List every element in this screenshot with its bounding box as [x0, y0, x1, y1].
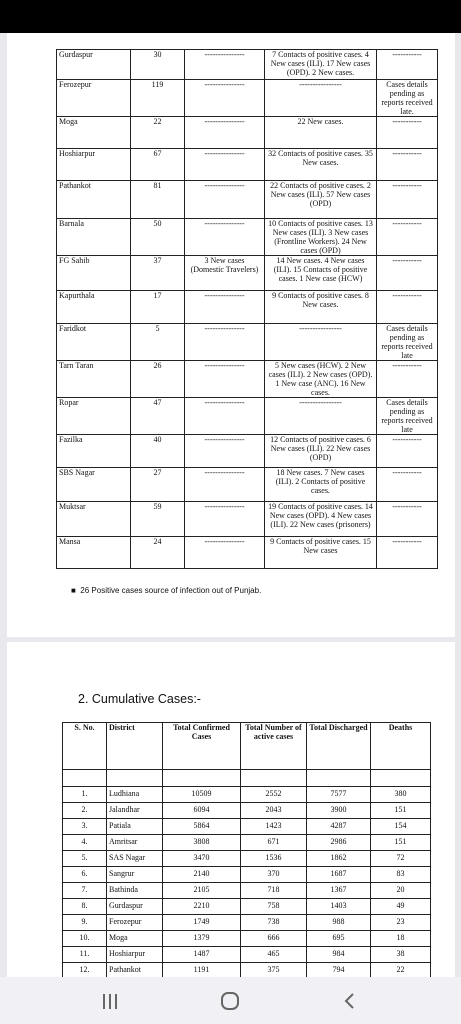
remarks-cell: Cases details pending as reports received late. [377, 80, 438, 117]
source-cell: --------------- [185, 324, 265, 361]
sno-cell: 3. [63, 819, 107, 835]
count-cell: 37 [131, 256, 185, 291]
remarks-cell: ----------- [377, 256, 438, 291]
district-cell: Faridkot [57, 324, 131, 361]
table-row [57, 117, 438, 149]
sno-cell: 6. [63, 867, 107, 883]
table-row [57, 149, 438, 181]
empty-cell [107, 770, 163, 787]
active-cell: 1423 [241, 819, 307, 835]
remarks-cell: ----------- [377, 291, 438, 324]
sno-cell: 4. [63, 835, 107, 851]
table-header-row [63, 723, 431, 770]
table-spacer-row [63, 770, 431, 787]
header-discharged: Total Discharged [307, 723, 371, 770]
confirmed-cell: 2105 [163, 883, 241, 899]
discharged-cell: 988 [307, 915, 371, 931]
table-row [63, 787, 431, 803]
discharged-cell: 794 [307, 963, 371, 979]
confirmed-cell: 2210 [163, 899, 241, 915]
remarks-cell: ----------- [377, 219, 438, 256]
district-cell: Fazilka [57, 435, 131, 468]
navigation-bar [0, 977, 461, 1024]
source-cell: --------------- [185, 291, 265, 324]
details-cell: ---------------- [265, 324, 377, 361]
active-cell: 718 [241, 883, 307, 899]
deaths-cell: 38 [371, 947, 431, 963]
source-cell: --------------- [185, 435, 265, 468]
cumulative-cases-table [62, 722, 431, 995]
table-row [63, 819, 431, 835]
confirmed-cell: 2140 [163, 867, 241, 883]
source-cell: --------------- [185, 80, 265, 117]
details-cell: 22 New cases. [265, 117, 377, 149]
deaths-cell: 23 [371, 915, 431, 931]
discharged-cell: 1862 [307, 851, 371, 867]
confirmed-cell: 10509 [163, 787, 241, 803]
sno-cell: 11. [63, 947, 107, 963]
sno-cell: 10. [63, 931, 107, 947]
remarks-cell: Cases details pending as reports received late [377, 398, 438, 435]
table-row [63, 947, 431, 963]
source-cell: --------------- [185, 181, 265, 219]
source-cell: --------------- [185, 537, 265, 569]
district-cell: Tarn Taran [57, 361, 131, 398]
district-cell: Patiala [107, 819, 163, 835]
district-cell: Ludhiana [107, 787, 163, 803]
district-cell: Sangrur [107, 867, 163, 883]
active-cell: 671 [241, 835, 307, 851]
status-bar [0, 0, 461, 33]
table-row [57, 291, 438, 324]
confirmed-cell: 3470 [163, 851, 241, 867]
sno-cell: 8. [63, 899, 107, 915]
header-district: District [107, 723, 163, 770]
confirmed-cell: 3808 [163, 835, 241, 851]
discharged-cell: 1403 [307, 899, 371, 915]
source-cell: --------------- [185, 502, 265, 537]
active-cell: 738 [241, 915, 307, 931]
active-cell: 465 [241, 947, 307, 963]
active-cell: 370 [241, 867, 307, 883]
footnote-text: 26 Positive cases source of infection out of Punjab. [80, 586, 262, 595]
table-row [57, 502, 438, 537]
count-cell: 22 [131, 117, 185, 149]
count-cell: 30 [131, 50, 185, 80]
source-cell: 3 New cases (Domestic Travelers) [185, 256, 265, 291]
details-cell: 12 Contacts of positive cases. 6 New cases (ILI). 22 New cases (OPD) [265, 435, 377, 468]
empty-cell [63, 770, 107, 787]
sno-cell: 2. [63, 803, 107, 819]
count-cell: 17 [131, 291, 185, 324]
district-cell: Muktsar [57, 502, 131, 537]
details-cell: 9 Contacts of positive cases. 8 New cases. [265, 291, 377, 324]
remarks-cell: ----------- [377, 435, 438, 468]
home-icon [219, 990, 241, 1012]
header-confirmed: Total Confirmed Cases [163, 723, 241, 770]
confirmed-cell: 1379 [163, 931, 241, 947]
district-cell: Barnala [57, 219, 131, 256]
back-icon [340, 991, 360, 1011]
confirmed-cell: 6094 [163, 803, 241, 819]
discharged-cell: 695 [307, 931, 371, 947]
deaths-cell: 18 [371, 931, 431, 947]
details-cell: 18 New cases. 7 New cases (ILI). 2 Contacts of positive cases. [265, 468, 377, 502]
discharged-cell: 1367 [307, 883, 371, 899]
table-row [57, 361, 438, 398]
district-cell: Bathinda [107, 883, 163, 899]
recent-apps-icon [100, 991, 120, 1011]
deaths-cell: 151 [371, 835, 431, 851]
count-cell: 27 [131, 468, 185, 502]
sno-cell: 7. [63, 883, 107, 899]
table-row [57, 324, 438, 361]
details-cell: 14 New cases. 4 New cases (ILI). 15 Contacts of positive cases. 1 New case (HCW) [265, 256, 377, 291]
district-cell: Jalandhar [107, 803, 163, 819]
details-cell: ---------------- [265, 80, 377, 117]
active-cell: 666 [241, 931, 307, 947]
deaths-cell: 154 [371, 819, 431, 835]
back-button[interactable] [320, 977, 380, 1024]
count-cell: 119 [131, 80, 185, 117]
table-row [63, 899, 431, 915]
section-heading: 2. Cumulative Cases:- [78, 692, 201, 706]
table-row [63, 803, 431, 819]
count-cell: 40 [131, 435, 185, 468]
deaths-cell: 151 [371, 803, 431, 819]
footnote [71, 586, 261, 595]
discharged-cell: 984 [307, 947, 371, 963]
district-cell: Pathankot [107, 963, 163, 979]
table-row [57, 468, 438, 502]
details-cell: 19 Contacts of positive cases. 14 New cases (OPD). 4 New cases (ILI). 22 New cases (prisoners) [265, 502, 377, 537]
empty-cell [241, 770, 307, 787]
confirmed-cell: 1191 [163, 963, 241, 979]
table-row [57, 50, 438, 80]
table-row [63, 931, 431, 947]
daily-cases-table [56, 49, 438, 569]
recent-apps-button[interactable] [80, 977, 140, 1024]
district-cell: Ferozepur [107, 915, 163, 931]
source-cell: --------------- [185, 50, 265, 80]
remarks-cell: ----------- [377, 537, 438, 569]
district-cell: Kapurthala [57, 291, 131, 324]
count-cell: 50 [131, 219, 185, 256]
count-cell: 5 [131, 324, 185, 361]
source-cell: --------------- [185, 149, 265, 181]
discharged-cell: 1687 [307, 867, 371, 883]
header-sno: S. No. [63, 723, 107, 770]
details-cell: ---------------- [265, 398, 377, 435]
table-row [63, 883, 431, 899]
sno-cell: 1. [63, 787, 107, 803]
sno-cell: 5. [63, 851, 107, 867]
count-cell: 67 [131, 149, 185, 181]
remarks-cell: ----------- [377, 502, 438, 537]
district-cell: Ropar [57, 398, 131, 435]
remarks-cell: ----------- [377, 468, 438, 502]
discharged-cell: 4287 [307, 819, 371, 835]
table-row [57, 219, 438, 256]
confirmed-cell: 5864 [163, 819, 241, 835]
active-cell: 2552 [241, 787, 307, 803]
source-cell: --------------- [185, 117, 265, 149]
active-cell: 758 [241, 899, 307, 915]
deaths-cell: 72 [371, 851, 431, 867]
details-cell: 10 Contacts of positive cases. 13 New cases (ILI). 3 New cases (Frontline Workers). 24 New cases (OPD) [265, 219, 377, 256]
district-cell: FG Sahib [57, 256, 131, 291]
district-cell: SBS Nagar [57, 468, 131, 502]
remarks-cell: ----------- [377, 117, 438, 149]
source-cell: --------------- [185, 361, 265, 398]
remarks-cell: Cases details pending as reports received late [377, 324, 438, 361]
district-cell: Hoshiarpur [107, 947, 163, 963]
sno-cell: 12. [63, 963, 107, 979]
empty-cell [371, 770, 431, 787]
confirmed-cell: 1749 [163, 915, 241, 931]
home-button[interactable] [200, 977, 260, 1024]
table-row [63, 867, 431, 883]
discharged-cell: 7577 [307, 787, 371, 803]
table-row [63, 851, 431, 867]
district-cell: SAS Nagar [107, 851, 163, 867]
district-cell: Gurdaspur [57, 50, 131, 80]
district-cell: Ferozepur [57, 80, 131, 117]
bullet-icon: ■ [71, 586, 76, 595]
active-cell: 2043 [241, 803, 307, 819]
count-cell: 26 [131, 361, 185, 398]
table-row [57, 80, 438, 117]
details-cell: 7 Contacts of positive cases. 4 New cases (ILI). 17 New cases (OPD). 2 New cases. [265, 50, 377, 80]
table-row [57, 256, 438, 291]
active-cell: 375 [241, 963, 307, 979]
document-page-2 [7, 642, 455, 977]
remarks-cell: ----------- [377, 149, 438, 181]
table-row [63, 835, 431, 851]
discharged-cell: 2986 [307, 835, 371, 851]
remarks-cell: ----------- [377, 361, 438, 398]
details-cell: 9 Contacts of positive cases. 15 New cases [265, 537, 377, 569]
count-cell: 81 [131, 181, 185, 219]
confirmed-cell: 1487 [163, 947, 241, 963]
sno-cell: 9. [63, 915, 107, 931]
table-row [57, 398, 438, 435]
district-cell: Moga [107, 931, 163, 947]
district-cell: Hoshiarpur [57, 149, 131, 181]
details-cell: 5 New cases (HCW). 2 New cases (ILI). 2 New cases (OPD). 1 New case (ANC). 16 New cases. [265, 361, 377, 398]
details-cell: 22 Contacts of positive cases. 2 New cases (ILI). 57 New cases (OPD) [265, 181, 377, 219]
source-cell: --------------- [185, 468, 265, 502]
table-row [63, 915, 431, 931]
header-deaths: Deaths [371, 723, 431, 770]
deaths-cell: 20 [371, 883, 431, 899]
district-cell: Moga [57, 117, 131, 149]
remarks-cell: ----------- [377, 50, 438, 80]
deaths-cell: 380 [371, 787, 431, 803]
table-row [57, 181, 438, 219]
source-cell: --------------- [185, 219, 265, 256]
table-row [57, 537, 438, 569]
deaths-cell: 49 [371, 899, 431, 915]
empty-cell [163, 770, 241, 787]
source-cell: --------------- [185, 398, 265, 435]
deaths-cell: 22 [371, 963, 431, 979]
count-cell: 47 [131, 398, 185, 435]
header-active: Total Number of active cases [241, 723, 307, 770]
district-cell: Amritsar [107, 835, 163, 851]
count-cell: 24 [131, 537, 185, 569]
deaths-cell: 83 [371, 867, 431, 883]
district-cell: Gurdaspur [107, 899, 163, 915]
district-cell: Mansa [57, 537, 131, 569]
active-cell: 1536 [241, 851, 307, 867]
empty-cell [307, 770, 371, 787]
table-row [57, 435, 438, 468]
document-page-1 [7, 33, 455, 637]
district-cell: Pathankot [57, 181, 131, 219]
discharged-cell: 3900 [307, 803, 371, 819]
count-cell: 59 [131, 502, 185, 537]
remarks-cell: ----------- [377, 181, 438, 219]
details-cell: 32 Contacts of positive cases. 35 New cases. [265, 149, 377, 181]
